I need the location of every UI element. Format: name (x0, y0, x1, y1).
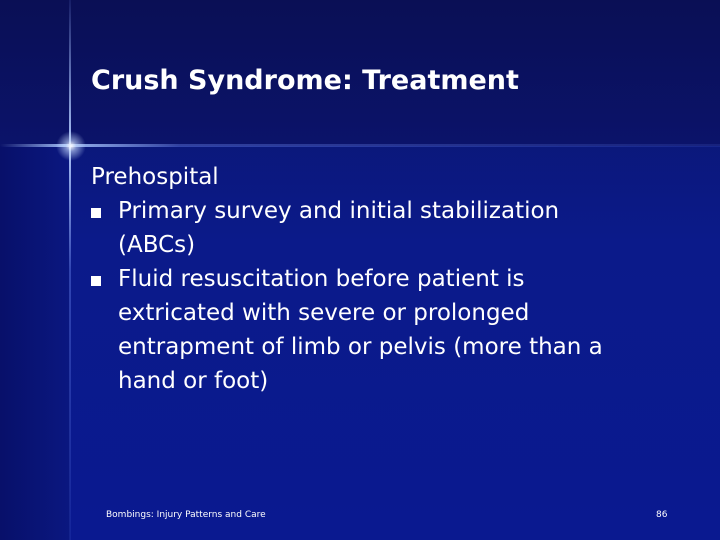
bullet-item (91, 194, 691, 262)
vertical-glow-line (69, 0, 71, 540)
page-number: 86 (656, 510, 668, 520)
bullet-text (118, 194, 691, 262)
slide-title: Crush Syndrome: Treatment (91, 65, 519, 96)
bullet-line: Primary survey and initial stabilization (118, 198, 560, 224)
square-bullet-icon (91, 262, 118, 398)
bullet-line: entrapment of limb or pelvis (more than a (118, 334, 603, 360)
bullet-line: hand or foot) (118, 368, 269, 394)
left-strip (0, 146, 70, 540)
horizontal-glow-line (0, 144, 720, 147)
footer-text: Bombings: Injury Patterns and Care (106, 510, 266, 520)
bullet-item (91, 262, 691, 398)
bullet-line: extricated with severe or prolonged (118, 300, 530, 326)
slide-body (91, 160, 691, 398)
square-bullet-icon (91, 194, 118, 262)
sparkle-icon (56, 131, 86, 161)
bullet-line: Fluid resuscitation before patient is (118, 266, 525, 292)
bullet-line: (ABCs) (118, 232, 196, 258)
section-heading: Prehospital (91, 164, 219, 190)
bullet-text (118, 262, 691, 398)
